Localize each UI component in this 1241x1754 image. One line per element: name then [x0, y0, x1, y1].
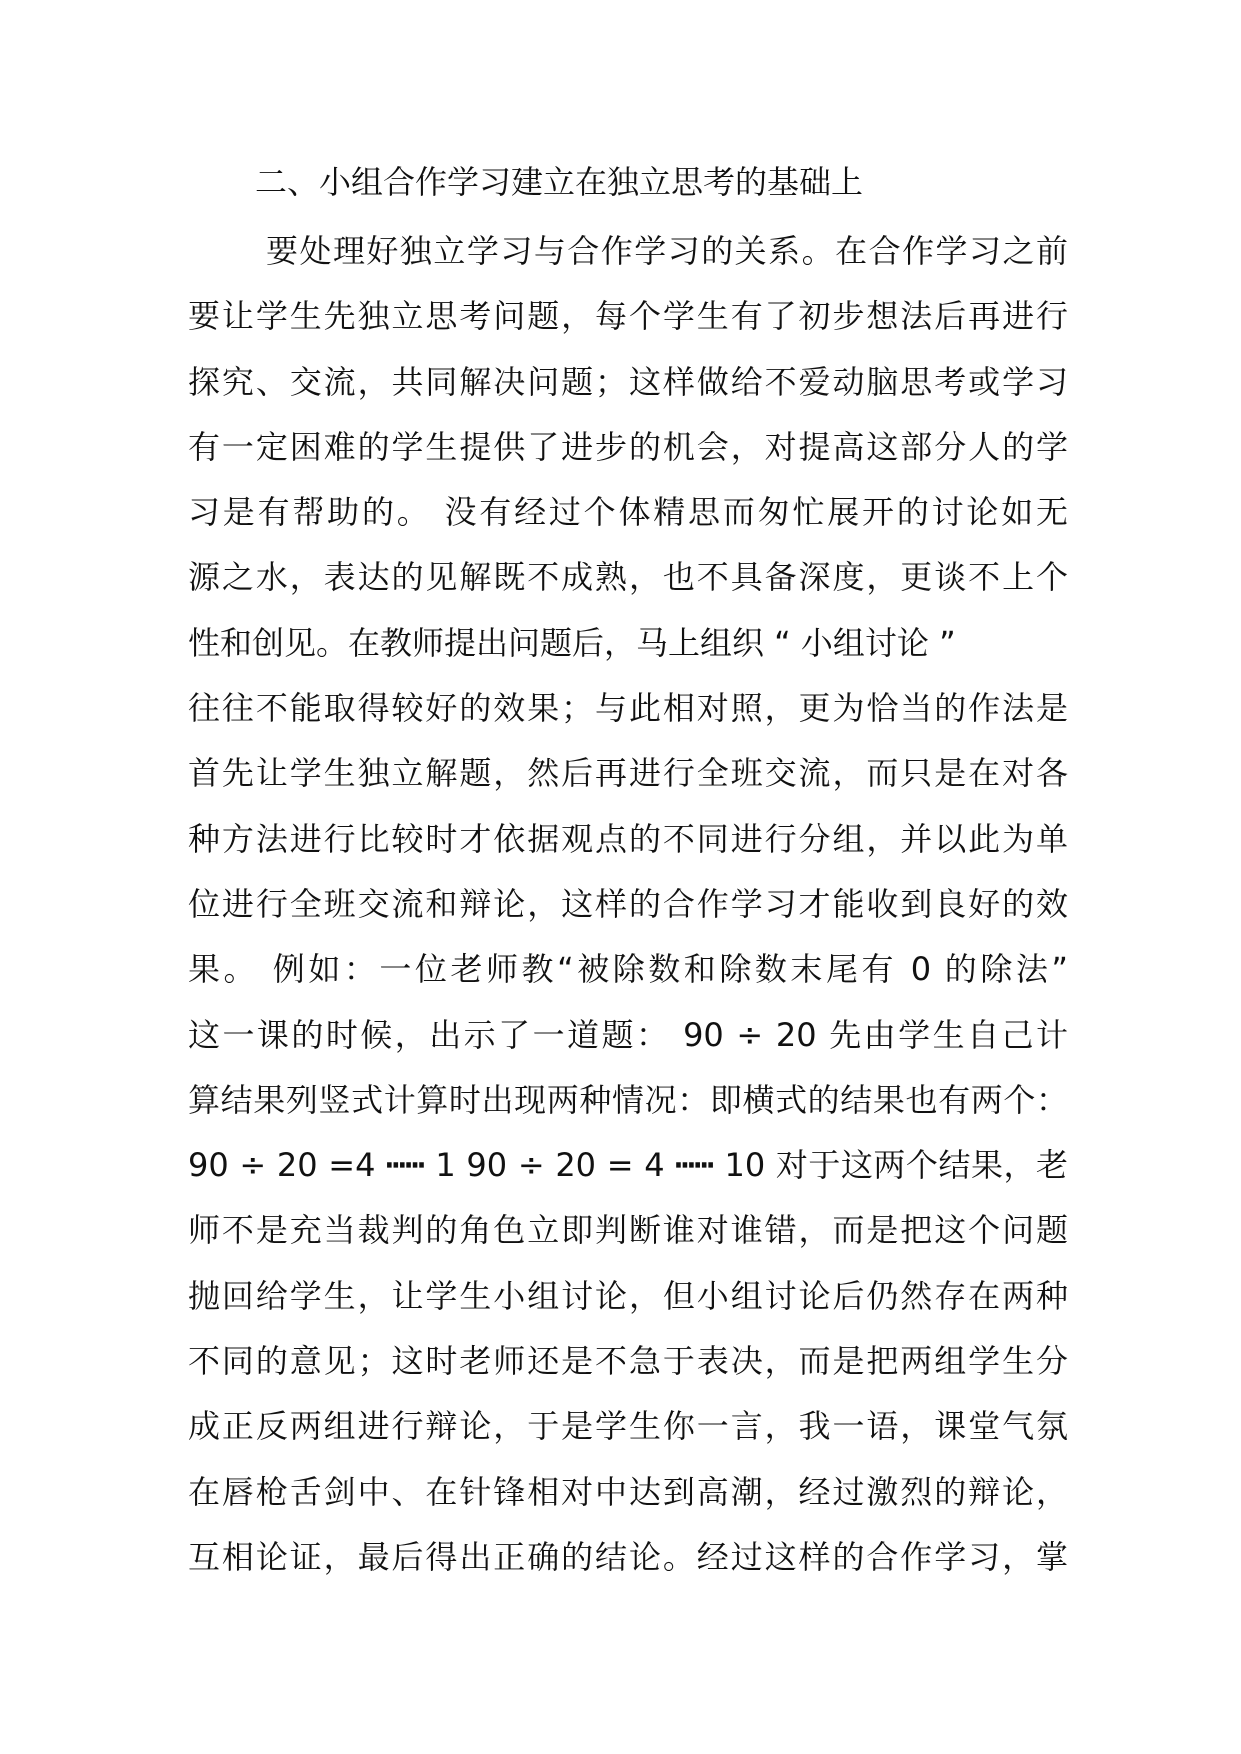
text-line-8: 往往不能取得较好的效果；与此相对照，更为恰当的作法是 — [188, 689, 1068, 728]
text-line-9: 首先让学生独立解题，然后再进行全班交流，而只是在对各 — [188, 754, 1068, 793]
text-line-6: 源之水，表达的见解既不成熟，也不具备深度，更谈不上个 — [188, 558, 1068, 597]
text-line-5: 习是有帮助的。 没有经过个体精思而匆忙展开的讨论如无 — [188, 493, 1068, 532]
text-line-3: 探究、交流，共同解决问题；这样做给不爱动脑思考或学习 — [188, 362, 1068, 401]
text-line-7: 性和创见。在教师提出问题后，马上组织 “ 小组讨论 ” — [188, 623, 956, 662]
text-line-16: 师不是充当裁判的角色立即判断谁对谁错，而是把这个问题 — [188, 1211, 1068, 1250]
text-line-21: 互相论证，最后得出正确的结论。经过这样的合作学习，掌 — [188, 1537, 1068, 1576]
text-line-11: 位进行全班交流和辩论，这样的合作学习才能收到良好的效 — [188, 884, 1068, 923]
body-text — [188, 229, 1068, 1600]
text-line-19: 成正反两组进行辩论，于是学生你一言，我一语，课堂气氛 — [188, 1407, 1068, 1446]
text-line-13: 这一课的时候，出示了一道题： 90 ÷ 20 先由学生自己计 — [188, 1015, 1068, 1054]
text-line-15: 90 ÷ 20 =4 ┅┅ 1 90 ÷ 20 = 4 ┅┅ 10 对于这两个结果，老 — [188, 1146, 1068, 1185]
text-line-1: 要处理好独立学习与合作学习的关系。在合作学习之前 — [266, 232, 1068, 270]
text-line-20: 在唇枪舌剑中、在针锋相对中达到高潮，经过激烈的辩论， — [188, 1472, 1068, 1511]
text-line-17: 抛回给学生，让学生小组讨论，但小组讨论后仍然存在两种 — [188, 1276, 1068, 1315]
text-line-2: 要让学生先独立思考问题，每个学生有了初步想法后再进行 — [188, 297, 1068, 336]
text-line-10: 种方法进行比较时才依据观点的不同进行分组，并以此为单 — [188, 819, 1068, 858]
text-line-4: 有一定困难的学生提供了进步的机会，对提高这部分人的学 — [188, 427, 1068, 466]
text-line-18: 不同的意见；这时老师还是不急于表决，而是把两组学生分 — [188, 1342, 1068, 1381]
text-line-12: 果。 例如：一位老师教“被除数和除数末尾有 0 的除法” — [188, 950, 1068, 989]
section-heading: 二、小组合作学习建立在独立思考的基础上 — [255, 163, 864, 201]
text-line-14: 算结果列竖式计算时出现两种情况：即横式的结果也有两个： — [188, 1080, 1068, 1119]
